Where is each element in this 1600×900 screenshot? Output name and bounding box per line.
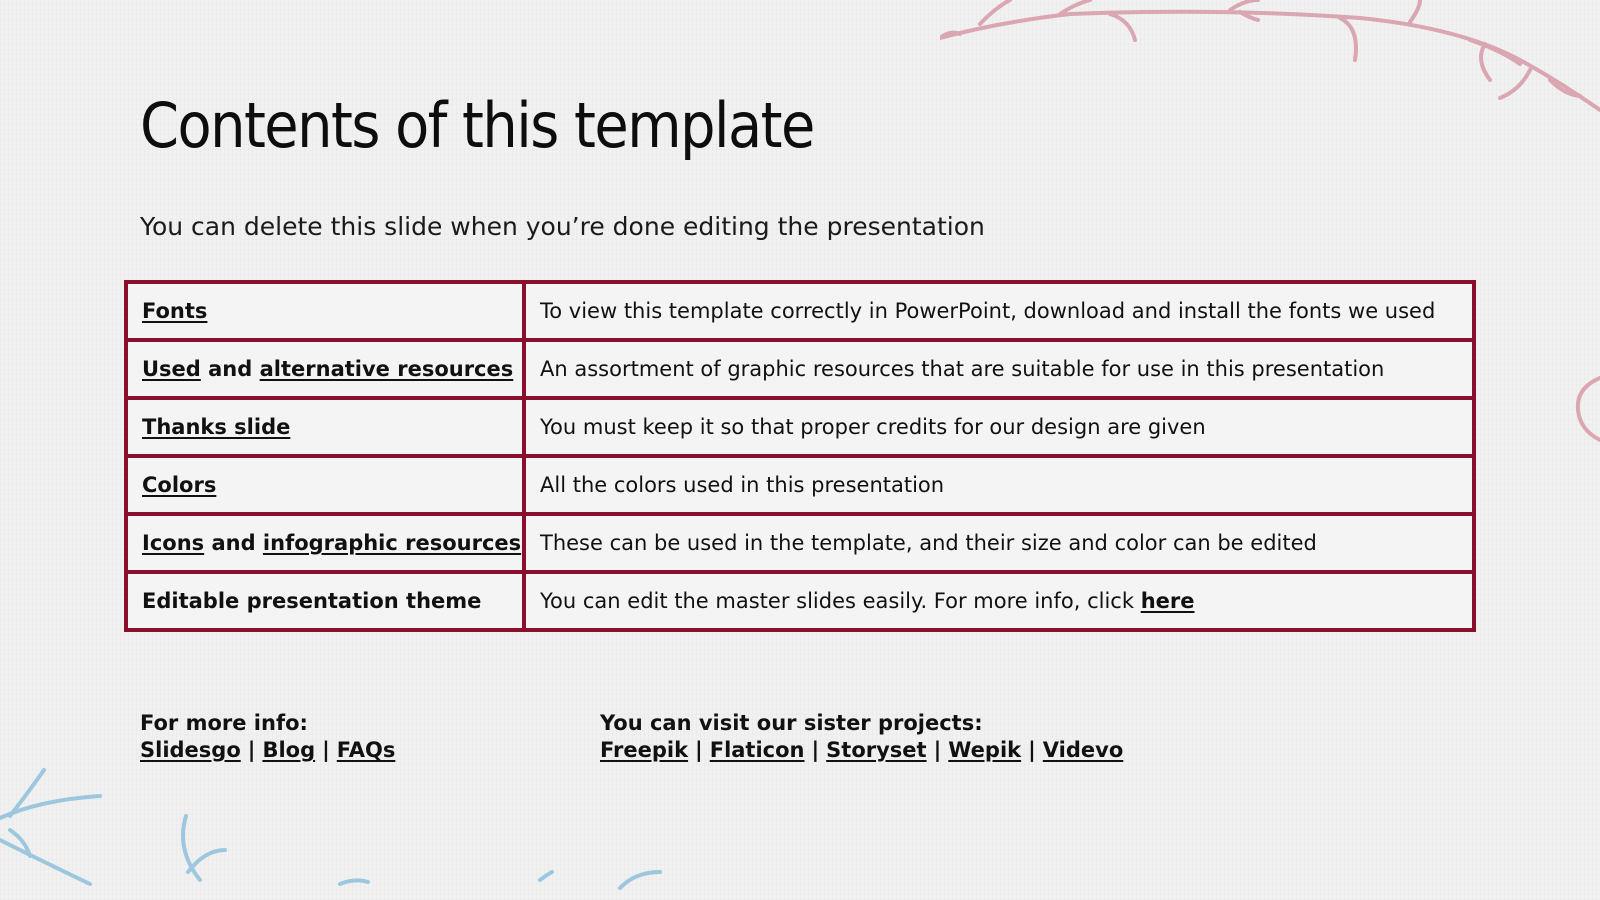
- row-description-cell: [524, 572, 1474, 630]
- more-info-heading: For more info:: [140, 711, 308, 735]
- row-description-cell: [524, 340, 1474, 398]
- row-name-cell: [126, 340, 524, 398]
- page-subtitle: You can delete this slide when you’re done editing the presentation: [140, 212, 985, 241]
- link-fonts[interactable]: Fonts: [142, 299, 208, 323]
- row-name-text: Editable presentation theme: [142, 589, 482, 613]
- link-colors[interactable]: Colors: [142, 473, 217, 497]
- row-name-cell: [126, 514, 524, 572]
- row-description-cell: [524, 456, 1474, 514]
- table-row: [126, 514, 1474, 572]
- row-description-cell: [524, 282, 1474, 340]
- link-storyset[interactable]: Storyset: [826, 738, 927, 762]
- link-icons[interactable]: Icons: [142, 531, 205, 555]
- link-slidesgo[interactable]: Slidesgo: [140, 738, 241, 762]
- sister-projects-links: [600, 738, 1123, 762]
- link-infographic-resources[interactable]: infographic resources: [262, 531, 522, 555]
- link-blog[interactable]: Blog: [262, 738, 316, 762]
- sister-projects-block: [600, 710, 1123, 764]
- link-separator: |: [695, 738, 703, 762]
- blue-branch-icon: [0, 760, 700, 900]
- table-row: [126, 340, 1474, 398]
- link-separator: |: [811, 738, 820, 762]
- link-separator: |: [1028, 738, 1036, 762]
- link-wepik[interactable]: Wepik: [948, 738, 1022, 762]
- table-row: [126, 398, 1474, 456]
- sister-projects-heading: You can visit our sister projects:: [600, 711, 983, 735]
- row-name-text: and: [204, 531, 263, 555]
- table-row: [126, 282, 1474, 340]
- link-faqs[interactable]: FAQs: [336, 738, 396, 762]
- row-name-text: and: [200, 357, 260, 381]
- link-separator: |: [322, 738, 330, 762]
- pink-arc-icon: [1572, 370, 1600, 450]
- link-separator: |: [247, 738, 256, 762]
- link-thanks-slide[interactable]: Thanks slide: [142, 415, 291, 439]
- row-description-cell: [524, 398, 1474, 456]
- more-info-links: [140, 738, 395, 762]
- pink-branch-icon: [940, 0, 1600, 130]
- row-description: To view this template correctly in PowerPoint, download and install the fonts we used: [540, 299, 1436, 323]
- table-row: [126, 456, 1474, 514]
- table-row: [126, 572, 1474, 630]
- contents-table: [124, 280, 1476, 632]
- row-description: You can edit the master slides easily. For more info, click: [540, 589, 1141, 613]
- link-alternative-resources[interactable]: alternative resources: [259, 357, 514, 381]
- row-description-cell: [524, 514, 1474, 572]
- row-name-cell: [126, 282, 524, 340]
- link-here[interactable]: here: [1140, 589, 1195, 613]
- link-freepik[interactable]: Freepik: [600, 738, 689, 762]
- row-name-cell: [126, 572, 524, 630]
- link-flaticon[interactable]: Flaticon: [709, 738, 805, 762]
- row-name-cell: [126, 398, 524, 456]
- row-description: These can be used in the template, and their size and color can be edited: [540, 531, 1317, 555]
- page-title: Contents of this template: [140, 89, 814, 162]
- row-description: All the colors used in this presentation: [540, 473, 945, 497]
- link-used[interactable]: Used: [142, 357, 201, 381]
- link-videvo[interactable]: Videvo: [1042, 738, 1124, 762]
- row-name-cell: [126, 456, 524, 514]
- row-description: You must keep it so that proper credits for our design are given: [540, 415, 1206, 439]
- link-separator: |: [933, 738, 942, 762]
- row-description: An assortment of graphic resources that are suitable for use in this presentation: [540, 357, 1385, 381]
- more-info-block: [140, 710, 395, 764]
